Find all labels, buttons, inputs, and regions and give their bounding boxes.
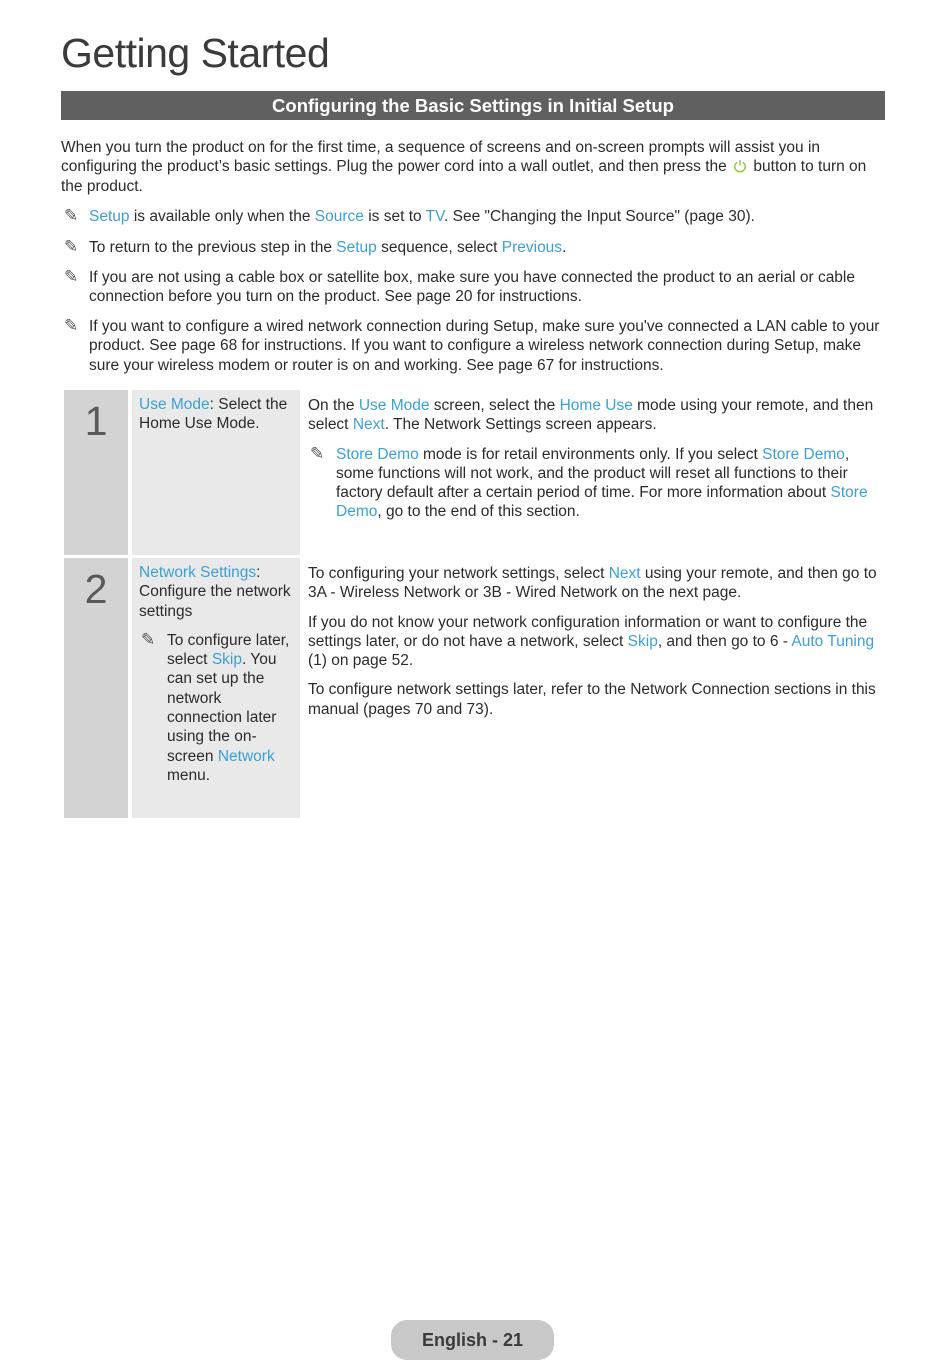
step-1-note [308, 445, 880, 522]
note-text: If you want to configure a wired network connection during Setup, make sure you've connected a LAN cable to your product. See page 68 for instructions. If you want to configure a wireless network connection during Setup, make sure your wireless modem or router is on and working. See page 67 for instructions. [89, 318, 880, 374]
step-text: mode using your remote, and then select [308, 397, 874, 434]
step-text: On the [308, 397, 359, 414]
link-network-settings: Network Settings [139, 564, 257, 581]
step-2-paragraph-2 [308, 613, 880, 671]
link-home-use: Home Use [559, 397, 633, 414]
page-title: Getting Started [61, 30, 330, 76]
step-2-number: 2 [64, 558, 128, 818]
note-text: To return to the previous step in the [89, 239, 337, 256]
intro-text-2: button to turn on the product. [61, 158, 867, 195]
link-tv: TV [425, 208, 445, 225]
pencil-note-icon: ✎ [64, 237, 79, 256]
step-text: , some functions will not work, and the product will reset all functions to their factory default after a certain period of time. For more information about [336, 445, 850, 502]
link-use-mode: Use Mode [358, 397, 430, 414]
step-text: mode is for retail environments only. If you select [418, 445, 763, 463]
link-next: Next [608, 565, 641, 582]
link-network: Network [217, 747, 275, 765]
pencil-note-icon: ✎ [64, 316, 79, 335]
link-next: Next [352, 416, 385, 434]
power-icon [733, 159, 747, 173]
step-text: using your remote, and then go to 3A - Wireless Network or 3B - Wired Network on the next page. [308, 565, 877, 602]
step-text: . You can set up the network connection later using the on-screen [167, 651, 277, 765]
note-previous-step [61, 238, 885, 257]
link-source: Source [314, 208, 364, 225]
step-2-title [132, 558, 300, 818]
step-text: , go to the end of this section. [377, 503, 580, 521]
note-setup-source [61, 207, 885, 226]
step-text: menu. [167, 766, 211, 784]
step-1-paragraph [308, 396, 880, 435]
pencil-note-icon: ✎ [141, 629, 156, 649]
link-setup: Setup [336, 239, 377, 256]
step-2-title-note [139, 631, 294, 785]
link-skip: Skip [627, 632, 658, 650]
step-text: To configuring your network settings, select [308, 565, 609, 582]
pencil-note-icon: ✎ [64, 267, 79, 286]
step-text: . The Network Settings screen appears. [384, 416, 657, 434]
step-text: If you do not know your network configuration information or want to configure the settings later, or do not have a network, select [308, 613, 868, 650]
note-text: is set to [363, 208, 426, 225]
step-text: , and then go to 6 - [657, 632, 792, 650]
link-store-demo: Store Demo [336, 484, 868, 521]
step-2-paragraph-3: To configure network settings later, refer to the Network Connection sections in this manual (pages 70 and 73). [308, 681, 876, 718]
step-1-body [308, 396, 880, 522]
link-previous: Previous [501, 239, 563, 256]
intro-paragraph [61, 138, 885, 196]
step-text: To configure later, select [167, 631, 290, 669]
note-cable-box [61, 268, 885, 307]
step-title-text: : Configure the network settings [139, 564, 291, 620]
step-title-text: : Select the Home Use Mode. [139, 396, 288, 433]
link-setup: Setup [89, 208, 130, 225]
link-skip: Skip [211, 651, 242, 669]
pencil-note-icon: ✎ [64, 206, 79, 225]
note-text: sequence, select [376, 239, 502, 256]
link-auto-tuning: Auto Tuning [791, 632, 875, 650]
note-text: . [562, 239, 567, 256]
section-title-banner: Configuring the Basic Settings in Initial Setup [61, 91, 885, 120]
pencil-note-icon: ✎ [310, 443, 325, 463]
step-2-paragraph-1 [308, 564, 880, 603]
note-text: . See "Changing the Input Source" (page 30). [444, 208, 755, 225]
note-network-connection [61, 317, 885, 375]
step-1-title [132, 390, 300, 555]
step-text: (1) on page 52. [308, 652, 414, 670]
intro-text-1: When you turn the product on for the first time, a sequence of screens and on-screen prompts will assist you in configuring the product’s basic settings. Plug the power cord into a wall outlet, and then press the [61, 139, 821, 176]
step-2-body [308, 564, 880, 729]
note-text: If you are not using a cable box or satellite box, make sure you have connected the product to an aerial or cable connection before you turn on the product. See page 20 for instructions. [89, 269, 855, 306]
page-number-footer: English - 21 [391, 1320, 554, 1360]
link-use-mode: Use Mode [139, 396, 210, 413]
note-text: is available only when the [129, 208, 315, 225]
step-text: screen, select the [429, 397, 560, 414]
step-1-number: 1 [64, 390, 128, 555]
link-store-demo: Store Demo [336, 445, 419, 463]
link-store-demo: Store Demo [762, 445, 845, 463]
